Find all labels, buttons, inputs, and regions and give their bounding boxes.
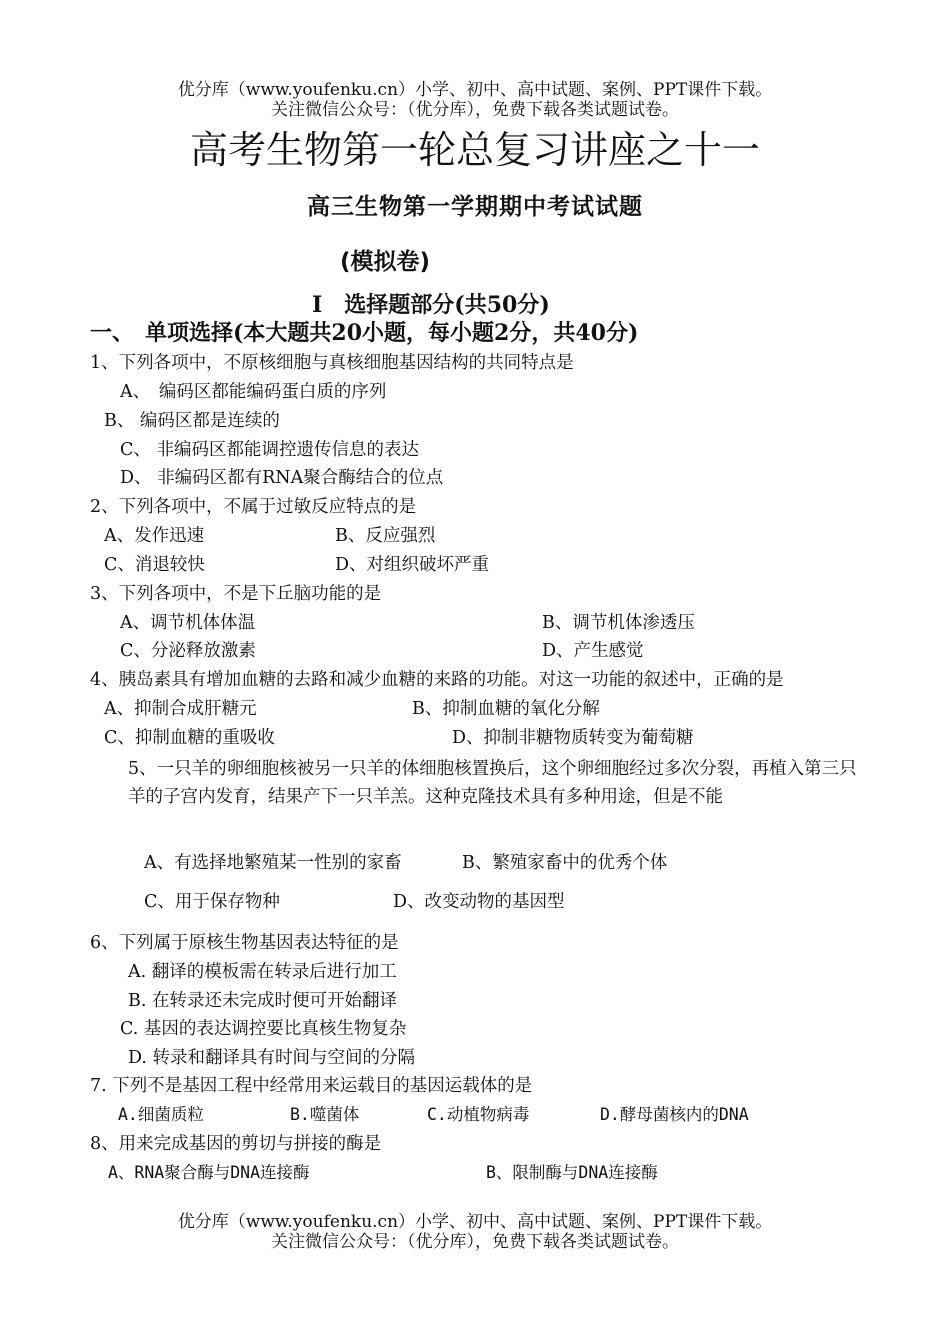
question-4-option-a: A、抑制合成肝糖元 [104,699,257,719]
question-5-stem: 5、一只羊的卵细胞核被另一只羊的体细胞核置换后，这个卵细胞经过多次分裂，再植入第三只羊的子宫内发育，结果产下一只羊羔。这种克隆技术具有多种用途，但是不能 [128,759,857,807]
question-7-option-a: A.细菌质粒 [118,1105,204,1124]
question-4-option-b: B、抑制血糖的氧化分解 [412,699,600,719]
question-6-option-d: D. 转录和翻译具有时间与空间的分隔 [128,1048,416,1068]
question-7-option-c: C.动植物病毒 [427,1105,530,1124]
question-5-option-a: A、有选择地繁殖某一性别的家畜 [144,853,402,873]
question-7-option-d: D.酵母菌核内的DNA [600,1105,749,1124]
part-heading: Ⅰ 选择题部分(共50分) [312,292,550,318]
section-heading: 一、 单项选择(本大题共20小题，每小题2分，共40分) [90,320,639,346]
question-8-stem: 8、用来完成基因的剪切与拼接的酶是 [90,1134,382,1154]
footer-line-1: 优分库（www.youfenku.cn）小学、初中、高中试题、案例、PPT课件下载。 [177,1212,773,1232]
question-1-option-b: B、 编码区都是连续的 [104,411,280,431]
question-2-option-b: B、反应强烈 [335,526,436,546]
question-1-option-d: D、 非编码区都有RNA聚合酶结合的位点 [120,468,444,488]
question-5-option-b: B、繁殖家畜中的优秀个体 [462,853,668,873]
header-line-1: 优分库（www.youfenku.cn）小学、初中、高中试题、案例、PPT课件下载。 [177,80,773,100]
question-1-option-c: C、 非编码区都能调控遗传信息的表达 [120,440,419,460]
page-title: 高考生物第一轮总复习讲座之十一 [189,128,760,172]
footer-line-2: 关注微信公众号：（优分库），免费下载各类试题试卷。 [271,1232,679,1252]
header-line-2: 关注微信公众号：（优分库），免费下载各类试题试卷。 [271,100,679,120]
question-2-option-d: D、对组织破坏严重 [335,555,490,575]
question-8-option-a: A、RNA聚合酶与DNA连接酶 [108,1163,310,1182]
question-3-stem: 3、下列各项中，不是下丘脑功能的是 [90,584,382,604]
question-3-option-c: C、分泌释放激素 [120,641,256,661]
question-2-option-a: A、发作迅速 [104,526,205,546]
question-6-option-b: B. 在转录还未完成时便可开始翻译 [128,991,397,1011]
question-4-option-c: C、抑制血糖的重吸收 [104,728,275,748]
question-1-option-a: A、 编码区都能编码蛋白质的序列 [120,382,387,402]
question-2-option-c: C、消退较快 [104,555,205,575]
question-8-option-b: B、限制酶与DNA连接酶 [486,1163,658,1182]
question-3-option-a: A、调节机体体温 [120,613,256,633]
question-5-option-c: C、用于保存物种 [144,892,280,912]
question-7-stem: 7. 下列不是基因工程中经常用来运载目的基因运载体的是 [90,1076,533,1096]
question-3-option-d: D、产生感觉 [542,641,644,661]
question-6-option-a: A. 翻译的模板需在转录后进行加工 [128,962,397,982]
question-4-option-d: D、抑制非糖物质转变为葡萄糖 [452,728,694,748]
question-7-option-b: B.噬菌体 [290,1105,360,1124]
mock-label: (模拟卷) [340,249,431,275]
question-3-option-b: B、调节机体渗透压 [542,613,695,633]
page-subtitle: 高三生物第一学期期中考试试题 [307,194,643,220]
question-6-option-c: C. 基因的表达调控要比真核生物复杂 [120,1019,407,1039]
question-4-stem: 4、胰岛素具有增加血糖的去路和减少血糖的来路的功能。对这一功能的叙述中，正确的是 [90,670,784,690]
question-6-stem: 6、下列属于原核生物基因表达特征的是 [90,933,399,953]
question-2-stem: 2、下列各项中，不属于过敏反应特点的是 [90,497,417,517]
question-5-option-d: D、改变动物的基因型 [393,892,565,912]
question-1-stem: 1、下列各项中，不原核细胞与真核细胞基因结构的共同特点是 [90,353,574,373]
